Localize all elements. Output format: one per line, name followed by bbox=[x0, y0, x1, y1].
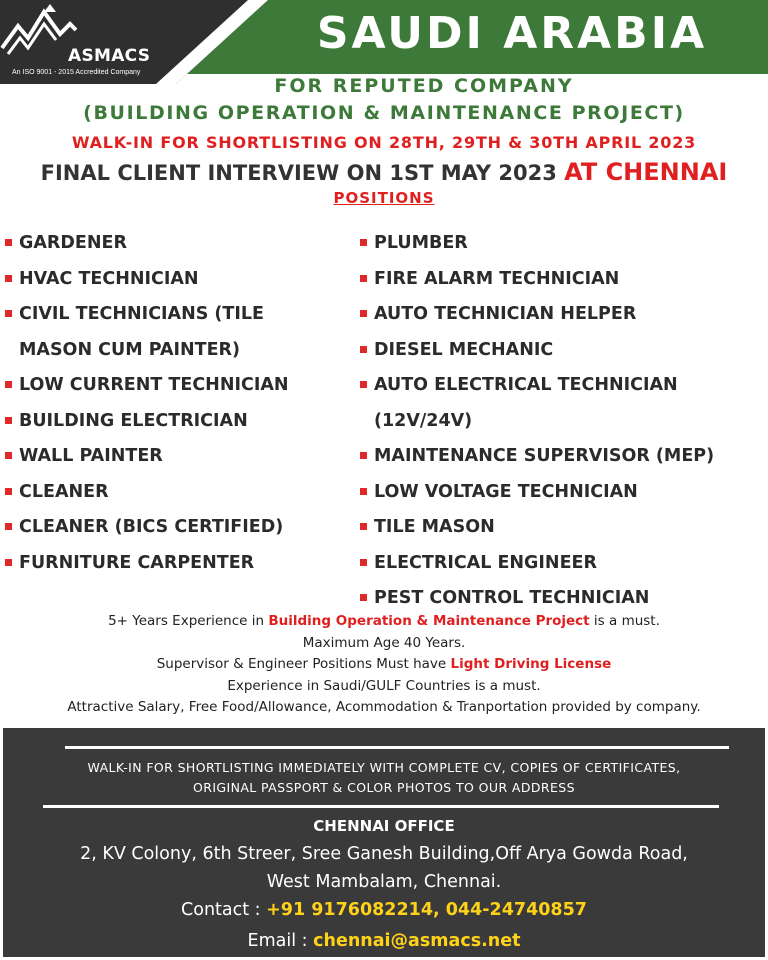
bullet-icon bbox=[5, 559, 12, 566]
position-label: PLUMBER bbox=[374, 233, 468, 253]
email-link[interactable]: chennai@asmacs.net bbox=[313, 931, 521, 951]
experience-text: 5+ Years Experience in bbox=[108, 613, 269, 629]
experience-suffix: is a must. bbox=[589, 613, 660, 629]
address-line: West Mambalam, Chennai. bbox=[266, 872, 502, 892]
contact-label: Contact : bbox=[181, 900, 267, 920]
position-label: CLEANER bbox=[19, 481, 109, 502]
bullet-icon bbox=[5, 381, 12, 388]
position-label: CLEANER (BICS CERTIFIED) bbox=[19, 517, 284, 537]
list-item bbox=[5, 297, 355, 333]
brand-accreditation: An ISO 9001 - 2015 Accredited Company bbox=[12, 69, 141, 76]
position-label: (12V/24V) bbox=[374, 410, 473, 431]
position-label: LOW CURRENT TECHNICIAN bbox=[19, 375, 289, 395]
experience-requirement bbox=[0, 611, 768, 633]
list-item bbox=[360, 262, 768, 298]
bullet-icon bbox=[5, 488, 12, 495]
bullet-icon bbox=[360, 239, 367, 246]
bullet-icon bbox=[360, 594, 367, 601]
list-item bbox=[360, 510, 768, 546]
position-label: BUILDING ELECTRICIAN bbox=[19, 410, 248, 431]
position-label: AUTO TECHNICIAN HELPER bbox=[374, 304, 637, 324]
bullet-icon bbox=[5, 310, 12, 317]
bullet-icon bbox=[5, 239, 12, 246]
project-line: (BUILDING OPERATION & MAINTENANCE PROJECT) bbox=[83, 102, 685, 124]
divider bbox=[43, 805, 719, 808]
experience-highlight: Building Operation & Maintenance Project bbox=[268, 613, 590, 629]
bullet-icon bbox=[360, 346, 367, 353]
positions-list-right bbox=[360, 226, 768, 617]
logo-mountain-icon bbox=[0, 0, 78, 56]
walkin-dates-line: WALK-IN FOR SHORTLISTING ON 28TH, 29TH & 30TH APRIL 2023 bbox=[71, 133, 697, 152]
list-item bbox=[360, 297, 768, 333]
for-company-line: FOR REPUTED COMPANY bbox=[274, 75, 574, 97]
list-item bbox=[5, 226, 355, 262]
address-line: 2, KV Colony, 6th Streer, Sree Ganesh Building,Off Arya Gowda Road, bbox=[80, 844, 688, 864]
bullet-icon bbox=[5, 452, 12, 459]
contact-footer bbox=[3, 728, 765, 957]
bullet-icon bbox=[5, 523, 12, 530]
bullet-icon bbox=[360, 310, 367, 317]
license-highlight: Light Driving License bbox=[450, 656, 612, 673]
position-label: FURNITURE CARPENTER bbox=[19, 552, 255, 573]
bullet-icon bbox=[360, 488, 367, 495]
list-item-continuation bbox=[360, 404, 768, 440]
position-label: HVAC TECHNICIAN bbox=[19, 268, 199, 289]
list-item bbox=[5, 510, 355, 546]
final-interview-line bbox=[0, 158, 768, 186]
list-item bbox=[360, 475, 768, 511]
list-item bbox=[5, 546, 355, 582]
bullet-icon bbox=[5, 417, 12, 424]
footer-walkin-instructions bbox=[3, 758, 765, 798]
position-label: CIVIL TECHNICIANS (TILE bbox=[19, 304, 264, 324]
bullet-icon bbox=[360, 523, 367, 530]
list-item-continuation bbox=[5, 333, 355, 369]
position-label: WALL PAINTER bbox=[19, 446, 163, 466]
bullet-icon bbox=[360, 452, 367, 459]
brand-name: ASMACS bbox=[68, 46, 151, 66]
position-label: TILE MASON bbox=[374, 517, 495, 537]
position-label: GARDENER bbox=[19, 233, 127, 253]
age-requirement: Maximum Age 40 Years. bbox=[302, 634, 466, 651]
logo-panel bbox=[0, 0, 268, 84]
list-item bbox=[360, 439, 768, 475]
email-line bbox=[3, 931, 765, 951]
license-text: Supervisor & Engineer Positions Must have bbox=[156, 656, 451, 673]
list-item bbox=[5, 368, 355, 404]
list-item bbox=[5, 404, 355, 440]
final-interview-location: AT CHENNAI bbox=[564, 158, 728, 186]
divider bbox=[65, 746, 729, 749]
list-item bbox=[360, 226, 768, 262]
list-item bbox=[5, 439, 355, 475]
bullet-icon bbox=[360, 559, 367, 566]
position-label: FIRE ALARM TECHNICIAN bbox=[374, 268, 620, 289]
final-interview-text: FINAL CLIENT INTERVIEW ON 1ST MAY 2023 bbox=[40, 161, 565, 185]
office-title: CHENNAI OFFICE bbox=[313, 817, 455, 835]
position-label: MASON CUM PAINTER) bbox=[19, 339, 241, 360]
position-label: ELECTRICAL ENGINEER bbox=[374, 552, 597, 573]
bullet-icon bbox=[360, 275, 367, 282]
positions-list-left bbox=[5, 226, 355, 581]
office-address bbox=[3, 840, 765, 896]
list-item bbox=[360, 333, 768, 369]
benefits-line: Attractive Salary, Free Food/Allowance, Acommodation & Tranportation provided by company. bbox=[67, 699, 701, 716]
walkin-instructions-line: ORIGINAL PASSPORT & COLOR PHOTOS TO OUR ADDRESS bbox=[193, 780, 575, 795]
position-label: MAINTENANCE SUPERVISOR (MEP) bbox=[374, 446, 715, 466]
position-label: LOW VOLTAGE TECHNICIAN bbox=[374, 481, 638, 502]
positions-heading: POSITIONS bbox=[333, 189, 435, 207]
header-banner bbox=[0, 0, 768, 84]
contact-line bbox=[3, 900, 765, 920]
country-title: SAUDI ARABIA bbox=[316, 8, 708, 59]
requirements-block bbox=[0, 611, 768, 719]
list-item bbox=[5, 475, 355, 511]
position-label: PEST CONTROL TECHNICIAN bbox=[374, 588, 650, 608]
walkin-instructions-line: WALK-IN FOR SHORTLISTING IMMEDIATELY WITH COMPLETE CV, COPIES OF CERTIFICATES, bbox=[87, 760, 681, 775]
license-requirement bbox=[0, 654, 768, 676]
position-label: DIESEL MECHANIC bbox=[374, 339, 554, 360]
contact-phone-link[interactable]: +91 9176082214, 044-24740857 bbox=[266, 900, 587, 920]
list-item bbox=[360, 546, 768, 582]
list-item bbox=[5, 262, 355, 298]
gulf-experience-requirement: Experience in Saudi/GULF Countries is a must. bbox=[227, 677, 541, 694]
bullet-icon bbox=[360, 381, 367, 388]
position-label: AUTO ELECTRICAL TECHNICIAN bbox=[374, 375, 678, 395]
bullet-icon bbox=[5, 275, 12, 282]
email-label: Email : bbox=[247, 931, 314, 951]
list-item bbox=[360, 368, 768, 404]
